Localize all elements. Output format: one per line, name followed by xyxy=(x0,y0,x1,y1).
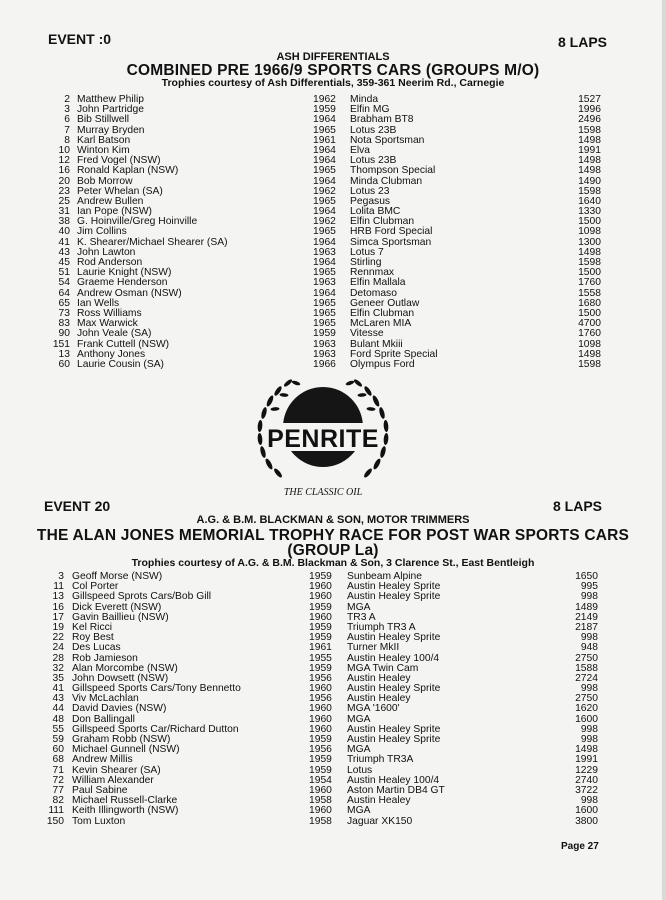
car-model: Elva xyxy=(350,144,371,156)
car-model: MGA Twin Cam xyxy=(347,662,419,674)
car-number: 16 xyxy=(58,165,70,177)
car-number: 16 xyxy=(52,601,64,613)
engine-capacity: 995 xyxy=(580,581,598,593)
engine-capacity: 2724 xyxy=(575,672,598,684)
car-model: Elfin MG xyxy=(350,104,390,116)
car-number: 20 xyxy=(58,175,70,187)
car-model: MGA xyxy=(347,805,371,817)
driver-name: Ian Pope (NSW) xyxy=(77,206,152,218)
car-year: 1965 xyxy=(313,297,336,309)
car-number: 11 xyxy=(53,581,64,593)
engine-capacity: 1558 xyxy=(578,287,601,299)
car-model: McLaren MIA xyxy=(350,318,412,330)
engine-capacity: 1588 xyxy=(575,662,598,674)
car-model: Austin Healey Sprite xyxy=(347,581,441,593)
driver-name: John Dowsett (NSW) xyxy=(72,672,169,684)
engine-capacity: 1098 xyxy=(578,338,601,350)
engine-capacity: 998 xyxy=(580,683,598,695)
list-item xyxy=(0,643,666,653)
list-item xyxy=(0,817,666,827)
driver-name: Anthony Jones xyxy=(77,348,146,360)
engine-capacity: 1600 xyxy=(575,713,598,725)
driver-name: Rob Jamieson xyxy=(72,652,138,664)
engine-capacity: 1640 xyxy=(578,195,601,207)
driver-name: Peter Whelan (SA) xyxy=(77,185,163,197)
event-label: EVENT :0 xyxy=(48,31,112,47)
driver-name: Laurie Knight (NSW) xyxy=(77,267,172,279)
car-number: 10 xyxy=(58,144,70,156)
car-number: 3 xyxy=(64,104,70,116)
car-model: Austin Healey Sprite xyxy=(347,683,441,695)
engine-capacity: 1527 xyxy=(578,94,601,105)
driver-name: Andrew Millis xyxy=(72,754,133,766)
car-model: Austin Healey Sprite xyxy=(347,734,441,745)
car-number: 8 xyxy=(64,134,70,146)
engine-capacity: 1498 xyxy=(578,246,601,258)
driver-name: Gavin Baillieu (NSW) xyxy=(72,611,169,623)
engine-capacity: 998 xyxy=(580,632,598,644)
penrite-logo xyxy=(248,365,398,510)
entry-list xyxy=(0,95,666,370)
car-year: 1959 xyxy=(309,571,332,582)
car-model: Austin Healey xyxy=(347,693,411,705)
car-year: 1960 xyxy=(309,703,332,715)
car-number: 90 xyxy=(58,328,70,340)
driver-name: Geoff Morse (NSW) xyxy=(72,571,163,582)
car-year: 1959 xyxy=(313,104,336,116)
car-year: 1965 xyxy=(313,318,336,330)
car-model: Austin Healey 100/4 xyxy=(347,652,440,664)
car-year: 1960 xyxy=(309,713,332,725)
engine-capacity: 1489 xyxy=(575,601,598,613)
car-year: 1954 xyxy=(309,774,332,786)
car-model: Jaguar XK150 xyxy=(347,815,413,827)
car-year: 1965 xyxy=(313,307,336,319)
engine-capacity: 3800 xyxy=(575,815,598,827)
car-model: Ford Sprite Special xyxy=(350,348,438,360)
car-number: 150 xyxy=(46,815,64,827)
car-model: MGA xyxy=(347,713,371,725)
car-model: Minda Clubman xyxy=(350,175,423,187)
car-model: Detomaso xyxy=(350,287,397,299)
page-edge xyxy=(662,0,666,900)
car-number: 12 xyxy=(58,155,70,167)
engine-capacity: 1300 xyxy=(578,236,601,248)
driver-name: David Davies (NSW) xyxy=(72,703,167,715)
car-number: 44 xyxy=(52,703,64,715)
engine-capacity: 1498 xyxy=(578,155,601,167)
car-number: 22 xyxy=(52,632,64,644)
car-year: 1962 xyxy=(313,216,336,228)
car-model: Triumph TR3A xyxy=(347,754,414,766)
event-label: EVENT 20 xyxy=(44,498,111,514)
car-number: 54 xyxy=(58,277,70,289)
car-number: 111 xyxy=(48,805,64,817)
car-year: 1960 xyxy=(309,611,332,623)
car-number: 41 xyxy=(58,236,70,248)
car-number: 13 xyxy=(52,591,64,603)
car-number: 13 xyxy=(58,348,70,360)
driver-name: Jim Collins xyxy=(77,226,127,238)
car-year: 1959 xyxy=(309,734,332,745)
car-number: 35 xyxy=(52,672,64,684)
car-year: 1959 xyxy=(313,328,336,340)
car-number: 65 xyxy=(58,297,70,309)
car-number: 41 xyxy=(52,683,64,695)
car-year: 1962 xyxy=(313,94,336,105)
car-number: 72 xyxy=(52,774,64,786)
engine-capacity: 2750 xyxy=(575,652,598,664)
car-model: Lotus 23B xyxy=(350,155,397,167)
engine-capacity: 1996 xyxy=(578,104,601,116)
car-year: 1960 xyxy=(309,784,332,796)
driver-name: Dick Everett (NSW) xyxy=(72,601,162,613)
engine-capacity: 1598 xyxy=(578,124,601,136)
car-year: 1963 xyxy=(313,277,336,289)
driver-name: Bob Morrow xyxy=(77,175,133,187)
engine-capacity: 1650 xyxy=(575,571,598,582)
laurel-logo-graphic xyxy=(248,365,398,510)
engine-capacity: 1991 xyxy=(575,754,598,766)
car-year: 1960 xyxy=(309,683,332,695)
car-number: 23 xyxy=(58,185,70,197)
engine-capacity: 1760 xyxy=(578,277,601,289)
car-year: 1965 xyxy=(313,165,336,177)
car-number: 73 xyxy=(58,307,70,319)
car-year: 1961 xyxy=(309,642,332,654)
car-year: 1956 xyxy=(309,744,332,756)
engine-capacity: 948 xyxy=(580,642,598,654)
car-year: 1959 xyxy=(309,601,332,613)
car-number: 77 xyxy=(52,784,64,796)
car-number: 60 xyxy=(58,358,70,370)
car-year: 1960 xyxy=(309,591,332,603)
list-item xyxy=(0,806,666,816)
car-model: Olympus Ford xyxy=(350,358,415,370)
car-year: 1959 xyxy=(309,621,332,633)
driver-name: Don Ballingall xyxy=(72,713,135,725)
driver-name: William Alexander xyxy=(72,774,154,786)
car-model: Lotus 23B xyxy=(350,124,397,136)
driver-name: Des Lucas xyxy=(72,642,121,654)
car-year: 1962 xyxy=(313,185,336,197)
car-number: 38 xyxy=(58,216,70,228)
car-year: 1964 xyxy=(313,236,336,248)
driver-name: Max Warwick xyxy=(77,318,138,330)
engine-capacity: 2750 xyxy=(575,693,598,705)
list-item xyxy=(0,166,666,176)
driver-name: Frank Cuttell (NSW) xyxy=(77,338,170,350)
event-title: THE ALAN JONES MEMORIAL TROPHY RACE FOR POST WAR SPORTS CARS xyxy=(36,527,630,544)
driver-name: K. Shearer/Michael Shearer (SA) xyxy=(77,236,228,248)
engine-capacity: 1330 xyxy=(578,206,601,218)
car-model: Rennmax xyxy=(350,267,395,279)
engine-capacity: 998 xyxy=(580,795,598,807)
car-number: 19 xyxy=(52,621,64,633)
car-model: Lolita BMC xyxy=(350,206,401,218)
driver-name: Andrew Bullen xyxy=(77,195,144,207)
car-number: 60 xyxy=(52,744,64,756)
engine-capacity: 1500 xyxy=(578,267,601,279)
car-model: MGA xyxy=(347,744,371,756)
car-number: 2 xyxy=(64,94,70,105)
car-number: 83 xyxy=(58,318,70,330)
driver-name: Winton Kim xyxy=(77,144,130,156)
driver-name: John Partridge xyxy=(77,104,144,116)
entry-list xyxy=(0,572,666,827)
car-number: 6 xyxy=(64,114,70,126)
car-number: 68 xyxy=(52,754,64,766)
car-number: 51 xyxy=(58,267,70,279)
engine-capacity: 2187 xyxy=(575,621,598,633)
driver-name: Graham Robb (NSW) xyxy=(72,734,171,745)
car-number: 25 xyxy=(58,195,70,207)
driver-name: Kel Ricci xyxy=(72,621,113,633)
engine-capacity: 1500 xyxy=(578,307,601,319)
list-item xyxy=(0,329,666,339)
sponsor-name: ASH DIFFERENTIALS xyxy=(276,51,390,63)
car-year: 1963 xyxy=(313,338,336,350)
engine-capacity: 1500 xyxy=(578,216,601,228)
engine-capacity: 1490 xyxy=(578,175,601,187)
driver-name: Fred Vogel (NSW) xyxy=(77,155,161,167)
car-model: Minda xyxy=(350,94,379,105)
car-model: Vitesse xyxy=(350,328,384,340)
car-year: 1956 xyxy=(309,693,332,705)
car-model: Stirling xyxy=(350,257,382,268)
engine-capacity: 1098 xyxy=(578,226,601,238)
engine-capacity: 3722 xyxy=(575,784,598,796)
driver-name: Rod Anderson xyxy=(77,257,143,268)
driver-name: Laurie Cousin (SA) xyxy=(77,358,164,370)
car-year: 1959 xyxy=(309,632,332,644)
engine-capacity: 998 xyxy=(580,723,598,735)
driver-name: Ian Wells xyxy=(77,297,120,309)
car-model: Simca Sportsman xyxy=(350,236,432,248)
laps-label: 8 LAPS xyxy=(558,34,608,50)
sponsor-name: A.G. & B.M. BLACKMAN & SON, MOTOR TRIMMERS xyxy=(196,514,470,526)
driver-name: Keith Illingworth (NSW) xyxy=(72,805,179,817)
car-number: 24 xyxy=(52,642,64,654)
driver-name: Gillspeed Sports Car/Richard Dutton xyxy=(72,723,239,735)
car-model: Sunbeam Alpine xyxy=(347,571,422,582)
trophy-credit: Trophies courtesy of A.G. & B.M. Blackman & Son, 3 Clarence St., East Bentleigh xyxy=(131,557,535,569)
car-model: TR3 A xyxy=(347,611,376,623)
driver-name: John Lawton xyxy=(77,246,136,258)
car-year: 1960 xyxy=(309,723,332,735)
car-model: Aston Martin DB4 GT xyxy=(347,784,445,796)
car-model: Pegasus xyxy=(350,195,391,207)
car-number: 32 xyxy=(52,662,64,674)
car-model: Lotus 7 xyxy=(350,246,384,258)
car-number: 43 xyxy=(58,246,70,258)
trophy-credit: Trophies courtesy of Ash Differentials, 359-361 Neerim Rd., Carnegie xyxy=(161,77,505,89)
car-year: 1963 xyxy=(313,348,336,360)
engine-capacity: 4700 xyxy=(578,318,601,330)
car-year: 1955 xyxy=(309,652,332,664)
engine-capacity: 1498 xyxy=(578,134,601,146)
driver-name: Graeme Henderson xyxy=(77,277,168,289)
car-number: 82 xyxy=(52,795,64,807)
driver-name: Karl Batson xyxy=(77,134,131,146)
car-year: 1964 xyxy=(313,144,336,156)
car-number: 71 xyxy=(52,764,64,776)
driver-name: Bib Stillwell xyxy=(77,114,130,126)
engine-capacity: 2740 xyxy=(575,774,598,786)
engine-capacity: 1498 xyxy=(578,165,601,177)
car-year: 1964 xyxy=(313,175,336,187)
car-model: Bulant Mkiii xyxy=(350,338,403,350)
engine-capacity: 1991 xyxy=(578,144,601,156)
car-number: 7 xyxy=(64,124,70,136)
car-year: 1964 xyxy=(313,287,336,299)
car-model: Lotus 23 xyxy=(350,185,390,197)
car-model: Austin Healey xyxy=(347,672,411,684)
engine-capacity: 1598 xyxy=(578,257,601,268)
engine-capacity: 1498 xyxy=(578,348,601,360)
car-model: Nota Sportsman xyxy=(350,134,425,146)
engine-capacity: 1598 xyxy=(578,358,601,370)
car-year: 1961 xyxy=(313,134,336,146)
car-number: 28 xyxy=(52,652,64,664)
car-model: Elfin Clubman xyxy=(350,216,415,228)
car-number: 64 xyxy=(58,287,70,299)
driver-name: John Veale (SA) xyxy=(77,328,152,340)
car-model: MGA xyxy=(347,601,371,613)
car-year: 1965 xyxy=(313,226,336,238)
car-number: 151 xyxy=(52,338,70,350)
car-number: 55 xyxy=(52,723,64,735)
engine-capacity: 1620 xyxy=(575,703,598,715)
car-model: Elfin Mallala xyxy=(350,277,406,289)
engine-capacity: 1498 xyxy=(575,744,598,756)
car-year: 1964 xyxy=(313,114,336,126)
car-number: 17 xyxy=(52,611,64,623)
driver-name: Kevin Shearer (SA) xyxy=(72,764,161,776)
engine-capacity: 2496 xyxy=(578,114,601,126)
engine-capacity: 998 xyxy=(580,734,598,745)
driver-name: Ronald Kaplan (NSW) xyxy=(77,165,179,177)
car-model: Austin Healey 100/4 xyxy=(347,774,440,786)
car-number: 40 xyxy=(58,226,70,238)
car-model: Triumph TR3 A xyxy=(347,621,416,633)
car-year: 1958 xyxy=(309,815,332,827)
engine-capacity: 2149 xyxy=(575,611,598,623)
driver-name: Paul Sabine xyxy=(72,784,128,796)
driver-name: Gillspeed Sprots Cars/Bob Gill xyxy=(72,591,212,603)
car-number: 45 xyxy=(58,257,70,268)
car-year: 1965 xyxy=(313,124,336,136)
driver-name: Michael Gunnell (NSW) xyxy=(72,744,180,756)
car-year: 1965 xyxy=(313,267,336,279)
engine-capacity: 1229 xyxy=(575,764,598,776)
driver-name: G. Hoinville/Greg Hoinville xyxy=(77,216,198,228)
car-number: 3 xyxy=(58,571,64,582)
driver-name: Roy Best xyxy=(72,632,114,644)
car-year: 1958 xyxy=(309,795,332,807)
driver-name: Alan Morcombe (NSW) xyxy=(72,662,178,674)
laps-label: 8 LAPS xyxy=(553,498,603,514)
car-year: 1964 xyxy=(313,257,336,268)
driver-name: Murray Bryden xyxy=(77,124,145,136)
event-subtitle: (GROUP La) xyxy=(287,542,379,559)
car-number: 59 xyxy=(52,734,64,745)
driver-name: Michael Russell-Clarke xyxy=(72,795,178,807)
car-number: 31 xyxy=(58,206,70,218)
engine-capacity: 1598 xyxy=(578,185,601,197)
car-model: Thompson Special xyxy=(350,165,436,177)
event-title: COMBINED PRE 1966/9 SPORTS CARS (GROUPS M/O) xyxy=(126,62,540,79)
car-model: Austin Healey Sprite xyxy=(347,591,441,603)
car-year: 1966 xyxy=(313,358,336,370)
driver-name: Ross Williams xyxy=(77,307,142,319)
driver-name: Viv McLachlan xyxy=(72,693,139,705)
logo-tagline: THE CLASSIC OIL xyxy=(283,487,363,498)
engine-capacity: 998 xyxy=(580,591,598,603)
car-model: Austin Healey xyxy=(347,795,411,807)
engine-capacity: 1600 xyxy=(575,805,598,817)
car-year: 1959 xyxy=(309,754,332,766)
car-model: Geneer Outlaw xyxy=(350,297,420,309)
driver-name: Andrew Osman (NSW) xyxy=(77,287,182,299)
car-year: 1959 xyxy=(309,764,332,776)
logo-brand-text: PENRITE xyxy=(267,425,379,453)
driver-name: Matthew Philip xyxy=(77,94,144,105)
car-year: 1960 xyxy=(309,805,332,817)
driver-name: Tom Luxton xyxy=(72,815,126,827)
driver-name: Col Porter xyxy=(72,581,119,593)
car-model: MGA '1600' xyxy=(347,703,400,715)
car-year: 1959 xyxy=(309,662,332,674)
car-model: Austin Healey Sprite xyxy=(347,632,441,644)
driver-name: Gillspeed Sports Cars/Tony Bennetto xyxy=(72,683,241,695)
engine-capacity: 1680 xyxy=(578,297,601,309)
car-number: 43 xyxy=(52,693,64,705)
car-model: Austin Healey Sprite xyxy=(347,723,441,735)
car-number: 48 xyxy=(52,713,64,725)
car-year: 1956 xyxy=(309,672,332,684)
car-model: Turner MkII xyxy=(347,642,400,654)
car-year: 1960 xyxy=(309,581,332,593)
page-number: Page 27 xyxy=(561,841,599,852)
car-year: 1964 xyxy=(313,206,336,218)
car-year: 1965 xyxy=(313,195,336,207)
car-year: 1963 xyxy=(313,246,336,258)
car-model: HRB Ford Special xyxy=(350,226,433,238)
car-model: Elfin Clubman xyxy=(350,307,415,319)
car-year: 1964 xyxy=(313,155,336,167)
engine-capacity: 1760 xyxy=(578,328,601,340)
car-model: Brabham BT8 xyxy=(350,114,414,126)
car-model: Lotus xyxy=(347,764,373,776)
